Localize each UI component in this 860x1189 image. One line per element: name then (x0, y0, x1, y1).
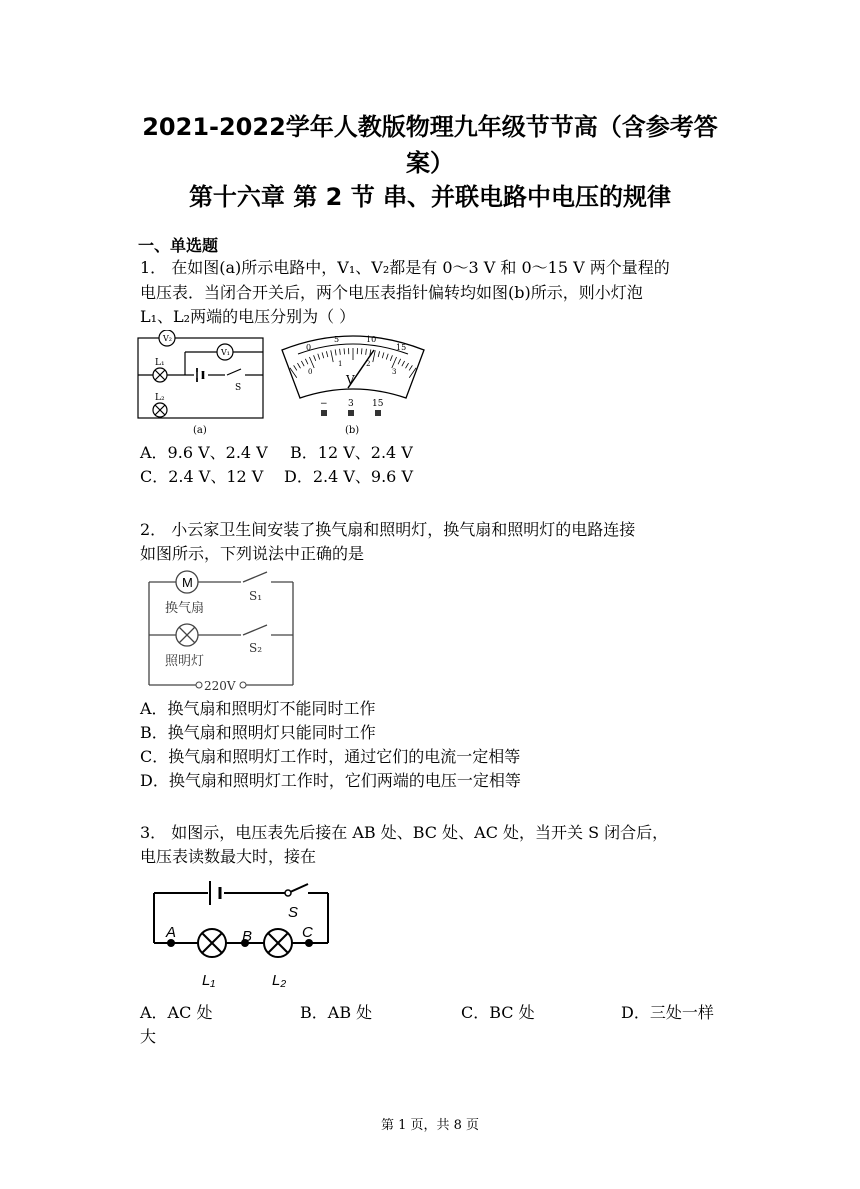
fig-b-caption: (b) (345, 425, 360, 436)
scale-inner-0: 0 (308, 368, 313, 376)
q1-option-a[interactable]: A．9.6 V、2.4 V (140, 443, 268, 462)
l2-label: L₂ (155, 393, 165, 403)
lamp-l2-label: L₂ (272, 972, 287, 989)
q1-text-line1: 1． 在如图(a)所示电路中，V₁、V₂都是有 0～3 V 和 0～15 V 两个量程的 (140, 258, 670, 277)
q2-option-c[interactable]: C．换气扇和照明灯工作时，通过它们的电流一定相等 (140, 747, 521, 766)
motor-label: M (182, 575, 193, 590)
scale-outer-15: 15 (396, 343, 407, 352)
point-c-label: C (302, 924, 313, 941)
q2-text-line1: 2． 小云家卫生间安装了换气扇和照明灯，换气扇和照明灯的电路连接 (140, 520, 636, 539)
q1-option-d[interactable]: D．2.4 V、9.6 V (284, 467, 414, 486)
q1-text-line3: L₁、L₂两端的电压分别为（ ） (140, 307, 356, 326)
q1-figure-b-voltmeter (278, 328, 428, 428)
scale-inner-3: 3 (392, 368, 397, 376)
scale-inner-1: 1 (338, 360, 343, 368)
scale-inner-2: 2 (366, 360, 371, 368)
q3-text-line2: 电压表读数最大时，接在 (140, 847, 317, 866)
section-heading: 一、单选题 (138, 236, 219, 255)
v2-label: V₂ (163, 334, 172, 343)
point-a-label: A (166, 924, 177, 941)
document-title: 2021-2022学年人教版物理九年级节节高（含参考答 (142, 113, 718, 141)
q3-option-b[interactable]: B．AB 处 (300, 1003, 373, 1022)
scale-outer-0: 0 (306, 343, 312, 352)
lamp-l1-label: L₁ (202, 972, 216, 989)
s1-label: S₁ (249, 589, 263, 603)
q1-option-b[interactable]: B．12 V、2.4 V (290, 443, 413, 462)
fan-label: 换气扇 (165, 601, 205, 616)
q2-option-a[interactable]: A．换气扇和照明灯不能同时工作 (140, 699, 376, 718)
switch-s-label: S (288, 904, 299, 921)
page-footer: 第 1 页，共 8 页 (380, 1118, 480, 1133)
terminal-15: 15 (372, 399, 384, 409)
q3-option-d-cont: 大 (140, 1027, 157, 1046)
q3-text-line1: 3． 如图示，电压表先后接在 AB 处、BC 处、AC 处，当开关 S 闭合后， (140, 823, 669, 842)
scale-outer-10: 10 (366, 335, 377, 344)
l1-label: L₁ (155, 358, 165, 368)
v1-label: V₁ (221, 348, 230, 357)
chapter-title: 第十六章 第 2 节 串、并联电路中电压的规律 (188, 183, 672, 211)
q3-figure-circuit (148, 875, 338, 995)
q1-text-line2: 电压表．当闭合开关后，两个电压表指针偏转均如图(b)所示，则小灯泡 (140, 283, 643, 302)
q3-option-a[interactable]: A．AC 处 (140, 1003, 213, 1022)
meter-unit: V (346, 373, 355, 387)
q2-option-b[interactable]: B．换气扇和照明灯只能同时工作 (140, 723, 376, 742)
q2-text-line2: 如图所示，下列说法中正确的是 (140, 544, 365, 563)
voltage-label: 220V (204, 679, 236, 693)
q3-option-d[interactable]: D．三处一样 (621, 1003, 714, 1022)
document-title-cont: 案） (406, 149, 454, 177)
point-b-label: B (242, 928, 253, 945)
s2-label: S₂ (249, 641, 263, 655)
fig-a-caption: (a) (193, 425, 207, 436)
scale-outer-5: 5 (334, 335, 340, 344)
lamp-label: 照明灯 (165, 654, 205, 669)
terminal-3: 3 (348, 399, 354, 409)
terminal-neg: − (320, 399, 328, 409)
q2-figure-circuit (145, 570, 300, 695)
switch-label: S (235, 383, 242, 393)
q2-option-d[interactable]: D．换气扇和照明灯工作时，它们两端的电压一定相等 (140, 771, 521, 790)
q1-option-c[interactable]: C．2.4 V、12 V (140, 467, 264, 486)
q3-option-c[interactable]: C．BC 处 (461, 1003, 535, 1022)
